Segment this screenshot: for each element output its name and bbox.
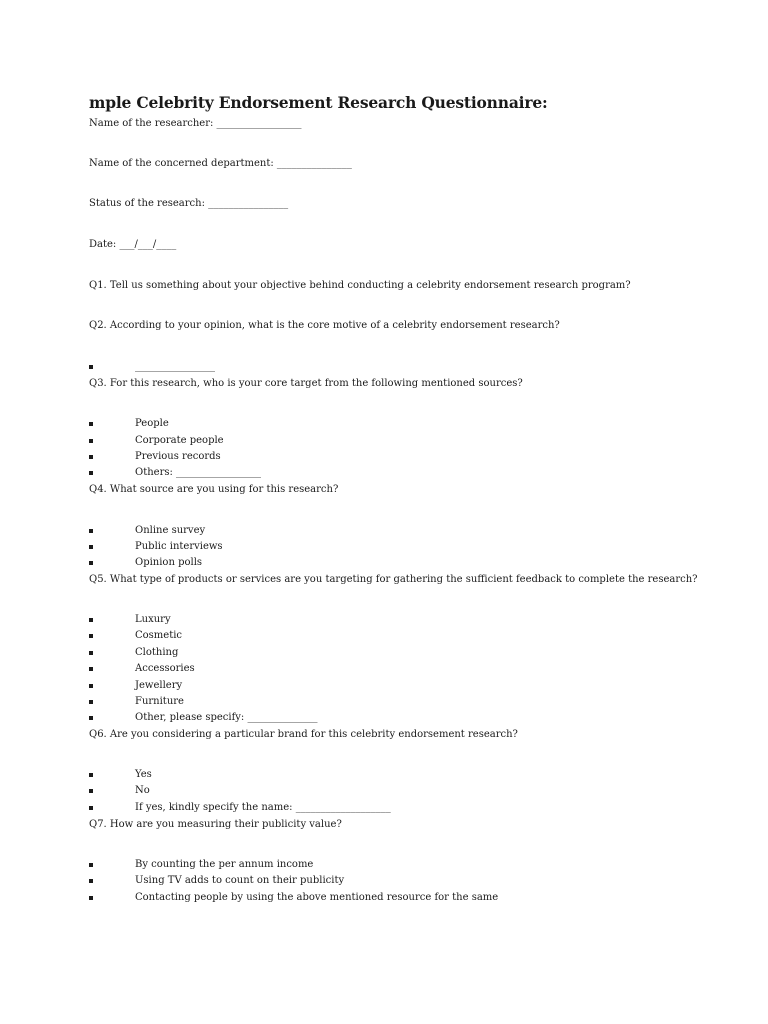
bullet-icon	[89, 716, 93, 720]
date-field: Date: ___/___/____	[89, 239, 177, 250]
bullet-icon	[89, 618, 93, 622]
bullet-icon	[89, 879, 93, 883]
document-title: mple Celebrity Endorsement Research Questionnaire:	[89, 93, 548, 112]
bullet-icon	[89, 651, 93, 655]
bullet-icon	[89, 700, 93, 704]
bullet-icon	[89, 561, 93, 565]
bullet-icon	[89, 439, 93, 443]
bullet-icon	[89, 634, 93, 638]
bullet-icon	[89, 471, 93, 475]
bullet-icon	[89, 896, 93, 900]
question-3: Q3. For this research, who is your core target from the following mentioned sources?	[89, 378, 523, 389]
bullet-icon	[89, 789, 93, 793]
question-7: Q7. How are you measuring their publicity value?	[89, 819, 342, 830]
question-5: Q5. What type of products or services are you targeting for gathering the sufficient feedback to complete the research?	[89, 574, 698, 585]
bullet-icon	[89, 365, 93, 369]
bullet-icon	[89, 806, 93, 810]
bullet-icon	[89, 684, 93, 688]
department-field: Name of the concerned department: _______________	[89, 158, 352, 169]
researcher-name-field: Name of the researcher: _________________	[89, 118, 302, 129]
question-2: Q2. According to your opinion, what is the core motive of a celebrity endorsement research?	[89, 320, 560, 331]
document-page: mple Celebrity Endorsement Research Questionnaire: Name of the researcher: _________________ Name of the concerned department: _______________ Status of the research: ________________ Date: ___/___/____ Q1. Tell us something about your objective behind conducting a celebrity endorsement research program? Q2. According to your opinion, what is the core motive of a celebrity endorsement research? ________________ Q3. For this research, who is your core target from the following mentioned sources? People Corporate people Previous records Others: _________________ Q4. What source are you using for this research? Online survey Public interviews Opinion polls Q5. What type of products or services are you targeting for gathering the sufficient feedback to complete the research? Luxury Cosmetic Clothing Accessories Jewellery Furniture Other, please specify: ______________ Q6. Are you considering a particular brand for this celebrity endorsement research? Yes No If yes, kindly specify the name: ___________________ Q7. How are you measuring their publicity value? By counting the per annum income Using TV adds to count on their publicity Contacting people by using the above mentioned resource for the same	[89, 93, 698, 903]
research-status-field: Status of the research: ________________	[89, 198, 289, 209]
bullet-icon	[89, 667, 93, 671]
question-4: Q4. What source are you using for this research?	[89, 484, 339, 495]
bullet-icon	[89, 422, 93, 426]
question-6: Q6. Are you considering a particular brand for this celebrity endorsement research?	[89, 729, 518, 740]
question-1: Q1. Tell us something about your objective behind conducting a celebrity endorsement research program?	[89, 280, 631, 291]
bullet-icon	[89, 545, 93, 549]
bullet-icon	[89, 773, 93, 777]
bullet-icon	[89, 863, 93, 867]
bullet-icon	[89, 455, 93, 459]
bullet-icon	[89, 529, 93, 533]
